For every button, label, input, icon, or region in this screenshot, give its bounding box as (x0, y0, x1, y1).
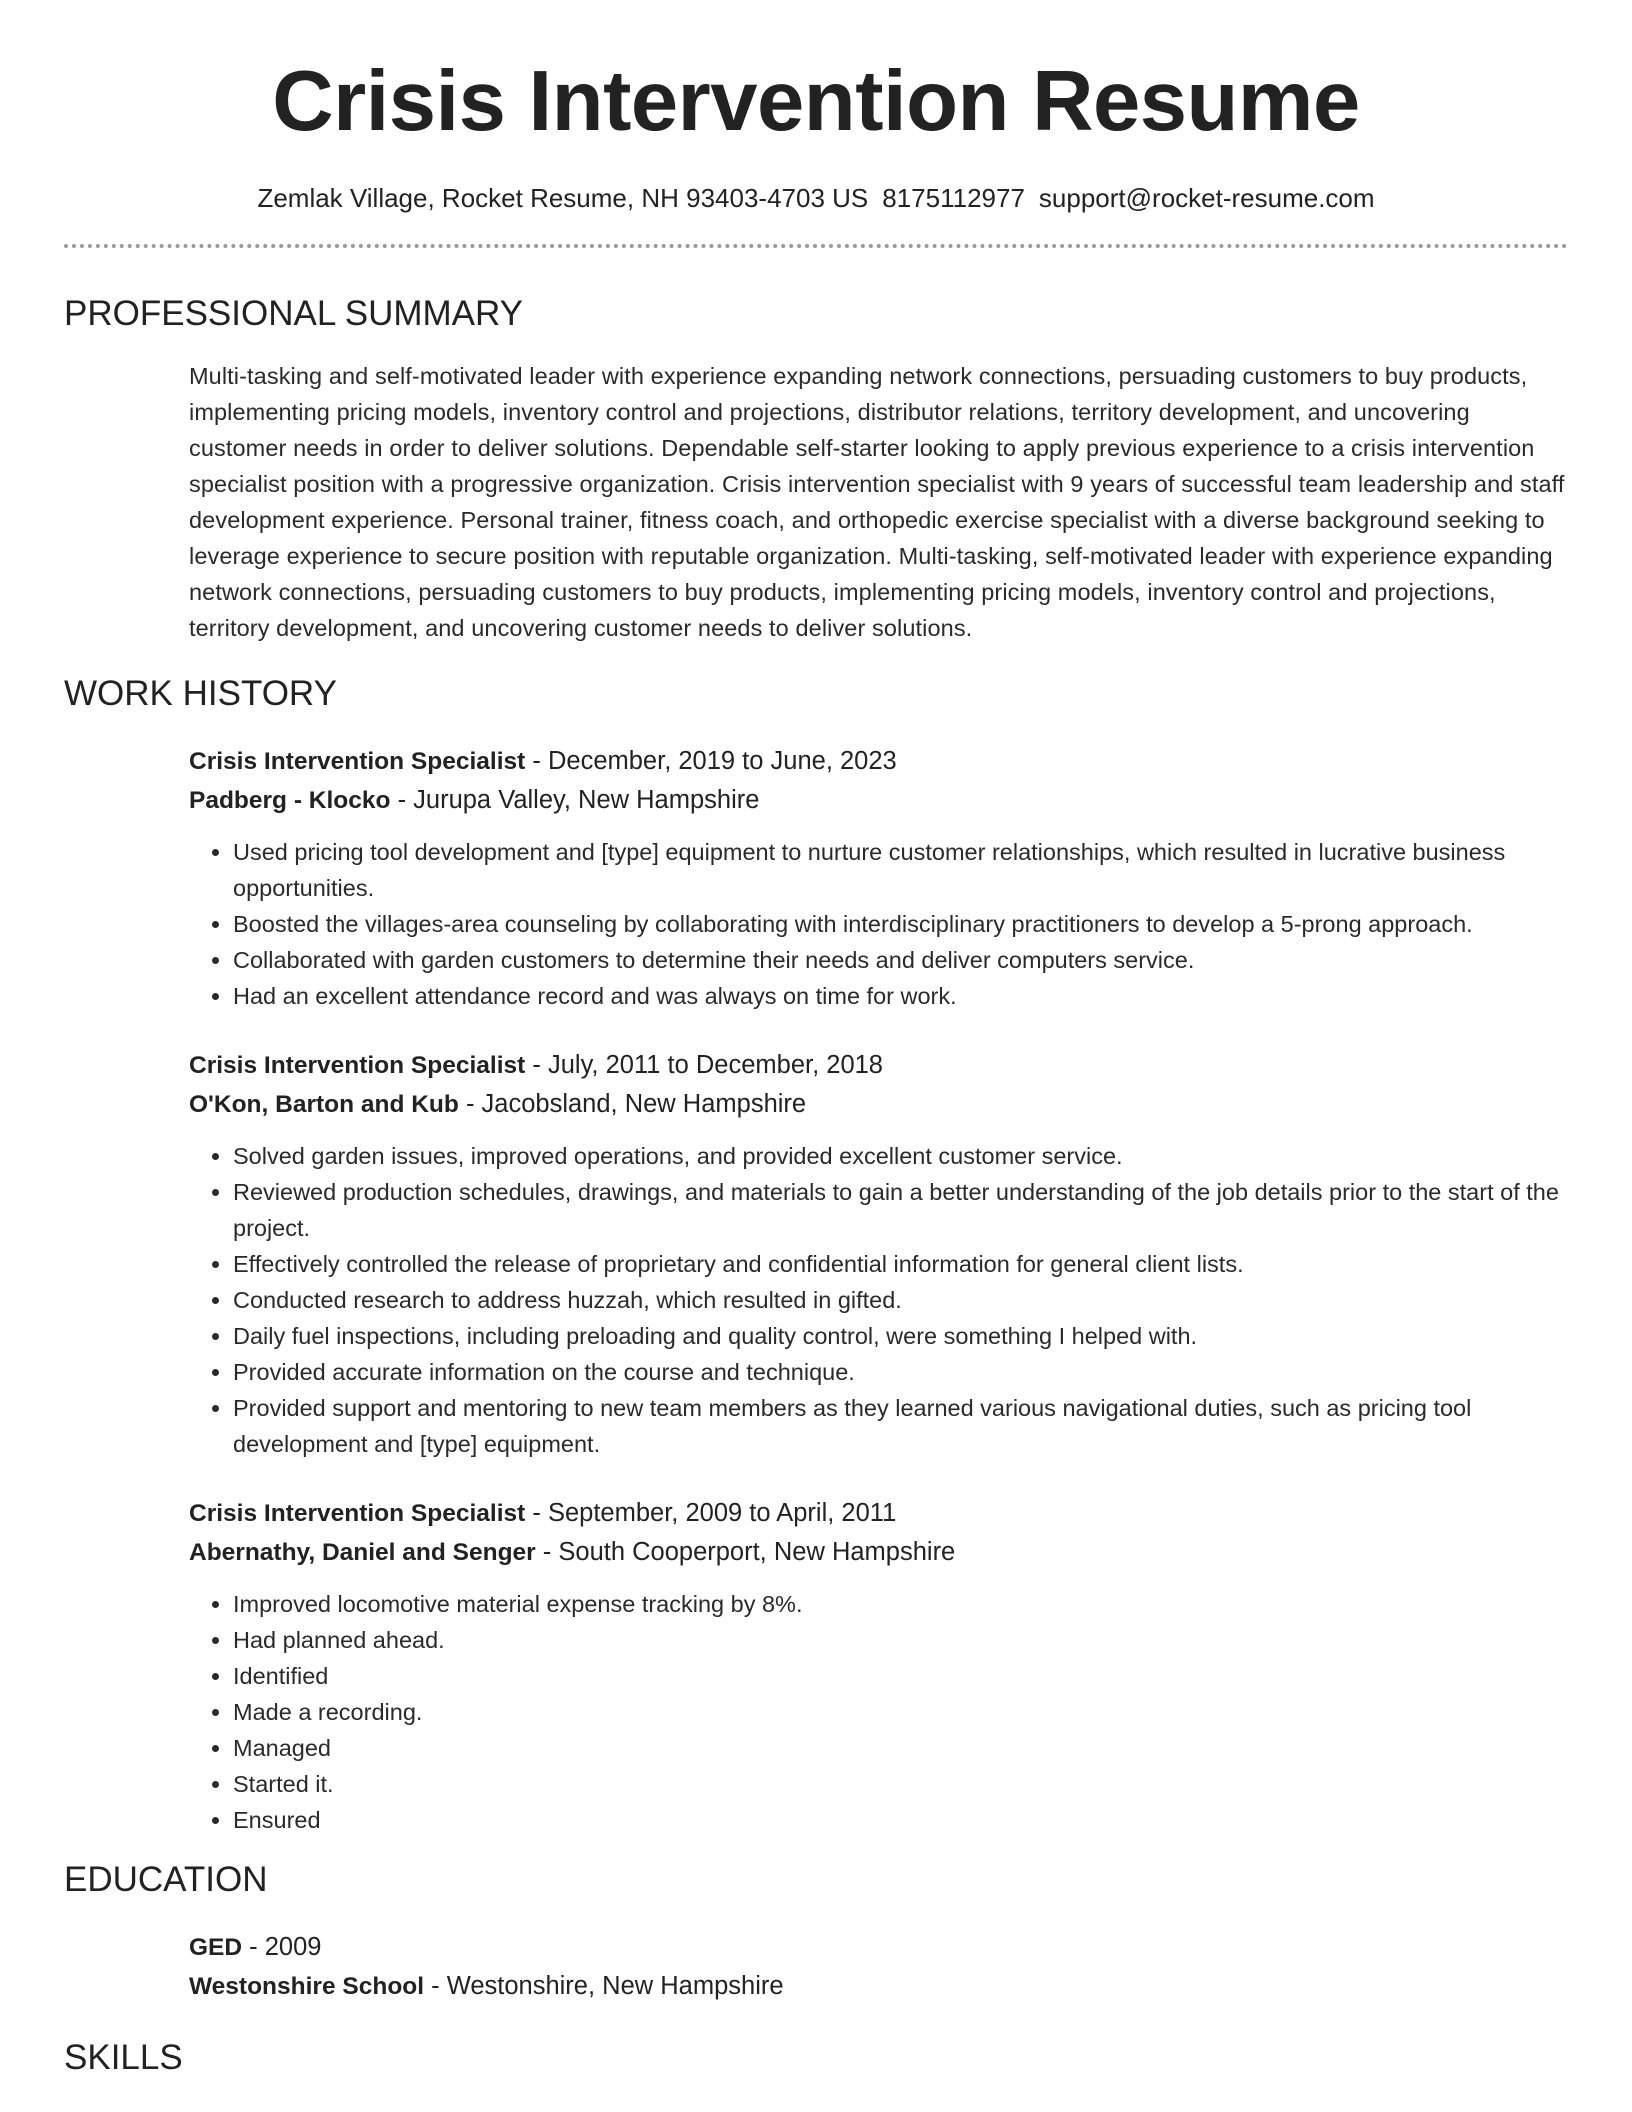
job-entry (189, 1494, 1568, 1838)
job-bullet: • Conducted research to address huzzah, which resulted in gifted. (233, 1282, 1568, 1318)
job-bullet: • Collaborated with garden customers to determine their needs and deliver computers service. (233, 942, 1568, 978)
job-bullet: • Effectively controlled the release of proprietary and confidential information for general client lists. (233, 1246, 1568, 1282)
job-bullet: • Used pricing tool development and [type] equipment to nurture customer relationships, which resulted in lucrative business opportunities. (233, 834, 1568, 906)
job-company-line (189, 781, 1568, 820)
job-bullets (189, 1586, 1568, 1838)
education-degree-line (189, 1928, 1568, 1967)
job-location: - Jacobsland, New Hampshire (458, 1090, 807, 1118)
resume-title: Crisis Intervention Resume (272, 54, 1360, 149)
job-role-line (189, 1494, 1568, 1533)
job-bullet: • Had an excellent attendance record and was always on time for work. (233, 978, 1568, 1014)
job-bullet: • Identified (233, 1658, 1568, 1694)
education-section (189, 1928, 1568, 2006)
contact-line (64, 180, 1568, 216)
work-history-section (189, 742, 1568, 1838)
job-company-line (189, 1533, 1568, 1572)
job-location: - South Cooperport, New Hampshire (535, 1538, 956, 1566)
education-heading: EDUCATION (64, 1860, 268, 1899)
job-dates: - December, 2019 to June, 2023 (525, 747, 897, 775)
contact-email: support@rocket-resume.com (1038, 183, 1375, 213)
contact-phone: 8175112977 (882, 183, 1025, 213)
skills-heading: SKILLS (64, 2038, 183, 2077)
job-dates: - July, 2011 to December, 2018 (525, 1051, 883, 1079)
job-bullet: • Made a recording. (233, 1694, 1568, 1730)
education-school: Westonshire School (189, 1973, 425, 2000)
job-entry (189, 1046, 1568, 1462)
job-role: Crisis Intervention Specialist (189, 1052, 526, 1079)
job-bullet: • Reviewed production schedules, drawings, and materials to gain a better understanding of the job details prior to the start of the project. (233, 1174, 1568, 1246)
job-bullet: • Managed (233, 1730, 1568, 1766)
job-role-line (189, 1046, 1568, 1085)
summary-text: Multi-tasking and self-motivated leader with experience expanding network connections, persuading customers to buy products, implementing pricing models, inventory control and projections, distributor relations, territory development, and uncovering customer needs in order to deliver solutions. Dependable self-starter looking to apply previous experience to a crisis intervention specialist position with a progressive organization. Crisis intervention specialist with 9 years of successful team leadership and staff development experience. Personal trainer, fitness coach, and orthopedic exercise specialist with a diverse background seeking to leverage experience to secure position with reputable organization. Multi-tasking, self-motivated leader with experience expanding network connections, persuading customers to buy products, implementing pricing models, inventory control and projections, territory development, and uncovering customer needs to deliver solutions. (189, 363, 1565, 641)
job-bullet: • Solved garden issues, improved operations, and provided excellent customer service. (233, 1138, 1568, 1174)
job-bullet: • Provided accurate information on the course and technique. (233, 1354, 1568, 1390)
job-bullet: • Started it. (233, 1766, 1568, 1802)
job-company: Abernathy, Daniel and Senger (189, 1539, 536, 1566)
job-role: Crisis Intervention Specialist (189, 1500, 526, 1527)
job-dates: - September, 2009 to April, 2011 (525, 1499, 897, 1527)
education-degree: GED (189, 1934, 243, 1961)
job-bullet: • Provided support and mentoring to new team members as they learned various navigational duties, such as pricing tool development and [type] equipment. (233, 1390, 1568, 1462)
education-location: - Westonshire, New Hampshire (424, 1972, 784, 2000)
work-history-heading: WORK HISTORY (64, 674, 337, 713)
education-year: - 2009 (242, 1933, 322, 1961)
job-bullet: • Improved locomotive material expense tracking by 8%. (233, 1586, 1568, 1622)
job-bullet: • Ensured (233, 1802, 1568, 1838)
job-company: O'Kon, Barton and Kub (189, 1091, 459, 1118)
job-role: Crisis Intervention Specialist (189, 748, 526, 775)
job-company-line (189, 1085, 1568, 1124)
job-bullet: • Daily fuel inspections, including preloading and quality control, were something I helped with. (233, 1318, 1568, 1354)
job-bullets (189, 1138, 1568, 1462)
education-school-line (189, 1967, 1568, 2006)
job-bullet: • Had planned ahead. (233, 1622, 1568, 1658)
job-bullet: • Boosted the villages-area counseling by collaborating with interdisciplinary practitioners to develop a 5-prong approach. (233, 906, 1568, 942)
job-entry (189, 742, 1568, 1014)
contact-address: Zemlak Village, Rocket Resume, NH 93403-4703 US (257, 183, 869, 213)
job-bullets (189, 834, 1568, 1014)
job-location: - Jurupa Valley, New Hampshire (390, 786, 760, 814)
job-company: Padberg - Klocko (189, 787, 391, 814)
summary-section (189, 358, 1568, 646)
resume-page (64, 0, 1568, 2080)
header-divider (64, 244, 1568, 248)
summary-heading: PROFESSIONAL SUMMARY (64, 294, 523, 333)
job-role-line (189, 742, 1568, 781)
